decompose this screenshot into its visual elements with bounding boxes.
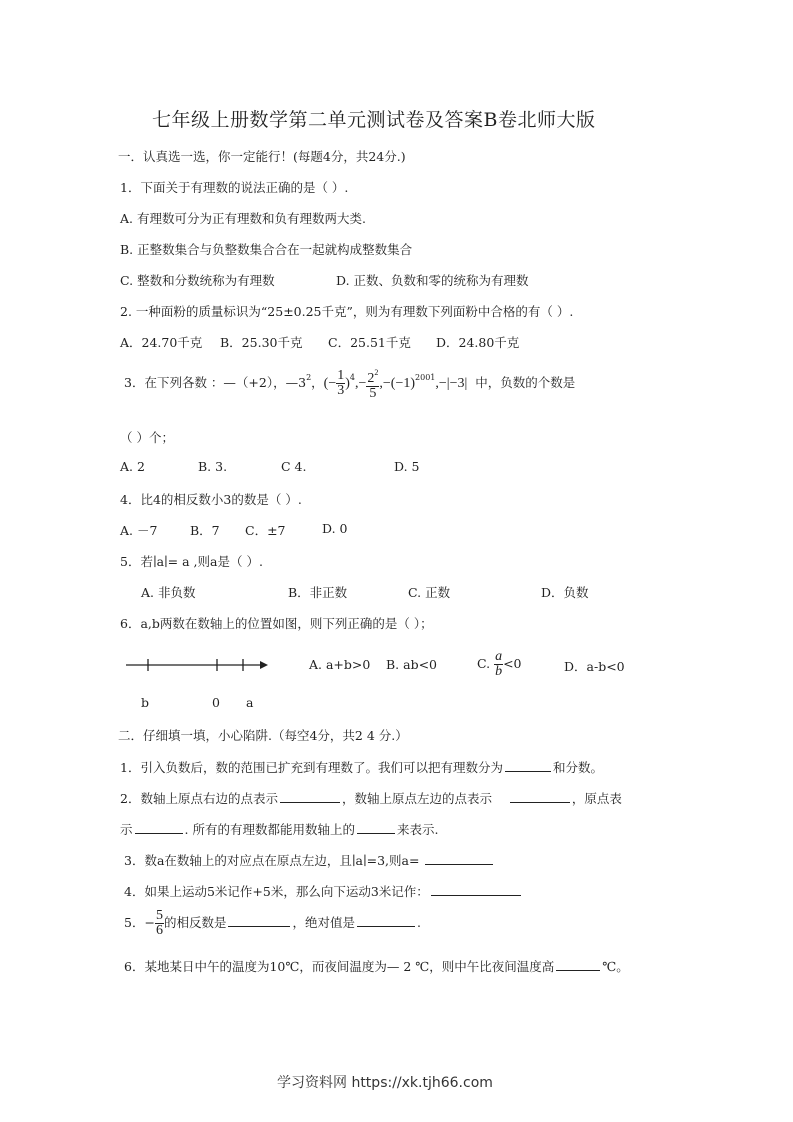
q3-paren: (−	[323, 376, 337, 391]
q3-fraction-2: $\frac{2^2}{5}$	[367, 368, 379, 401]
q2-option-a: A．24.70千克	[120, 335, 203, 350]
q2-option-c: C．25.51千克	[328, 335, 411, 350]
fill-q2-blank-3	[135, 821, 183, 834]
fill-q5: 5．− $\frac{5}{6}$ 的相反数是 ，绝对值是 .	[124, 908, 421, 938]
q6-option-a: A. a+b>0	[309, 657, 371, 672]
fill-q2-line1: 2．数轴上原点右边的点表示 ，数轴上原点左边的点表示 ，原点表	[120, 791, 622, 806]
section-2-heading: 二．仔细填一填，小心陷阱.（每空4分，共2 4 分.）	[118, 728, 408, 743]
q3-minus-neg1: ,−(−1)	[379, 376, 416, 391]
fill-q1-blank	[505, 759, 551, 772]
q6-option-b: B. ab<0	[386, 657, 438, 672]
q3-power-2001: 2001	[415, 373, 436, 382]
q3-option-b: B. 3.	[198, 459, 228, 474]
number-line-label-a: a	[246, 695, 254, 710]
number-line-label-b: b	[141, 695, 150, 710]
q4-option-b: B．7	[190, 523, 220, 538]
q3-fraction-1: $\frac{1}{3}$	[337, 368, 345, 398]
q4-option-c: C．±7	[245, 523, 286, 538]
q2-stem: 2. 一种面粉的质量标识为“25±0.25千克”，则为有理数下列面粉中合格的有（ ）.	[120, 304, 574, 319]
q6-fraction: $\frac{a}{b}$	[495, 649, 503, 679]
fill-q2-blank-2	[510, 790, 570, 803]
q3-paren-close: )	[345, 376, 350, 391]
q1-option-d: D. 正数、负数和零的统称为有理数	[336, 273, 529, 288]
q3-sep: ，	[311, 375, 324, 390]
q5-option-b: B．非正数	[288, 585, 348, 600]
q1-option-b: B. 正整数集合与负整数集合合在一起就构成整数集合	[120, 242, 413, 257]
q4-option-d: D. 0	[322, 521, 348, 536]
q1-option-c: C. 整数和分数统称为有理数	[120, 273, 275, 288]
fill-q1: 1．引入负数后，数的范围已扩充到有理数了。我们可以把有理数分为 和分数。	[120, 760, 603, 775]
fill-q6: 6．某地某日中午的温度为10℃，而夜间温度为— 2 ℃，则中午比夜间温度高 ℃。	[124, 959, 629, 974]
fill-q5-fraction: $\frac{5}{6}$	[155, 908, 163, 938]
footer-watermark: 学习资料网 https://xk.tjh66.com	[277, 1075, 493, 1091]
number-line	[124, 656, 272, 674]
q3-prefix: 3．在下列各数 ：—（+2），—3	[124, 375, 307, 390]
fill-q3: 3．数a在数轴上的对应点在原点左边，且∣a∣=3,则a=	[124, 851, 495, 869]
q3-blank: （ ）个；	[120, 430, 174, 445]
q3-option-d: D. 5	[394, 459, 420, 474]
q5-option-c: C. 正数	[408, 585, 451, 600]
q2-option-b: B．25.30千克	[220, 335, 303, 350]
q5-stem: 5．若∣a∣= a ,则a是（ ）.	[120, 554, 263, 569]
fill-q4: 4．如果上运动5米记作+5米，那么向下运动3米记作：	[124, 882, 523, 900]
q1-option-a: A. 有理数可分为正有理数和负有理数两大类.	[120, 211, 366, 226]
q3-abs: ,−|−3|	[435, 376, 468, 391]
fill-q2-blank-1	[280, 790, 340, 803]
page-title: 七年级上册数学第二单元测试卷及答案B卷北师大版	[152, 109, 596, 131]
fill-q4-blank	[431, 883, 521, 896]
q3-option-a: A. 2	[120, 459, 145, 474]
arrow-icon	[260, 661, 268, 669]
q3-power-4: 4	[349, 373, 355, 382]
fill-q3-blank	[425, 852, 493, 865]
q6-stem: 6．a,b两数在数轴上的位置如图，则下列正确的是（ ）；	[120, 616, 433, 631]
fill-q5-blank-2	[357, 914, 415, 927]
q3-suffix: 中，负数的个数是	[475, 375, 576, 390]
q6-option-d: D．a-b<0	[564, 659, 625, 674]
q1-stem: 1．下面关于有理数的说法正确的是（ ）.	[120, 180, 349, 195]
q5-option-a: A. 非负数	[141, 585, 196, 600]
q2-option-d: D．24.80千克	[436, 335, 520, 350]
section-1-heading: 一．认真选一选，你一定能行！(每题4分，共24分.)	[118, 149, 406, 164]
q4-stem: 4．比4的相反数小3的数是（ ）.	[120, 492, 302, 507]
fill-q2-line2: 示 . 所有的有理数都能用数轴上的 来表示.	[120, 822, 439, 837]
q3-comma-minus: ,−	[355, 376, 367, 391]
q3-square: 2	[306, 373, 312, 382]
q4-option-a: A. －7	[120, 523, 158, 538]
q6-option-c: C. $\frac{a}{b}$ <0	[477, 649, 522, 679]
q3-option-c: C 4.	[281, 459, 307, 474]
q3-stem	[124, 366, 575, 401]
fill-q2-blank-4	[357, 821, 395, 834]
fill-q5-blank-1	[228, 914, 290, 927]
number-line-label-0: 0	[212, 695, 220, 710]
fill-q6-blank	[556, 958, 600, 971]
q5-option-d: D．负数	[541, 585, 589, 600]
